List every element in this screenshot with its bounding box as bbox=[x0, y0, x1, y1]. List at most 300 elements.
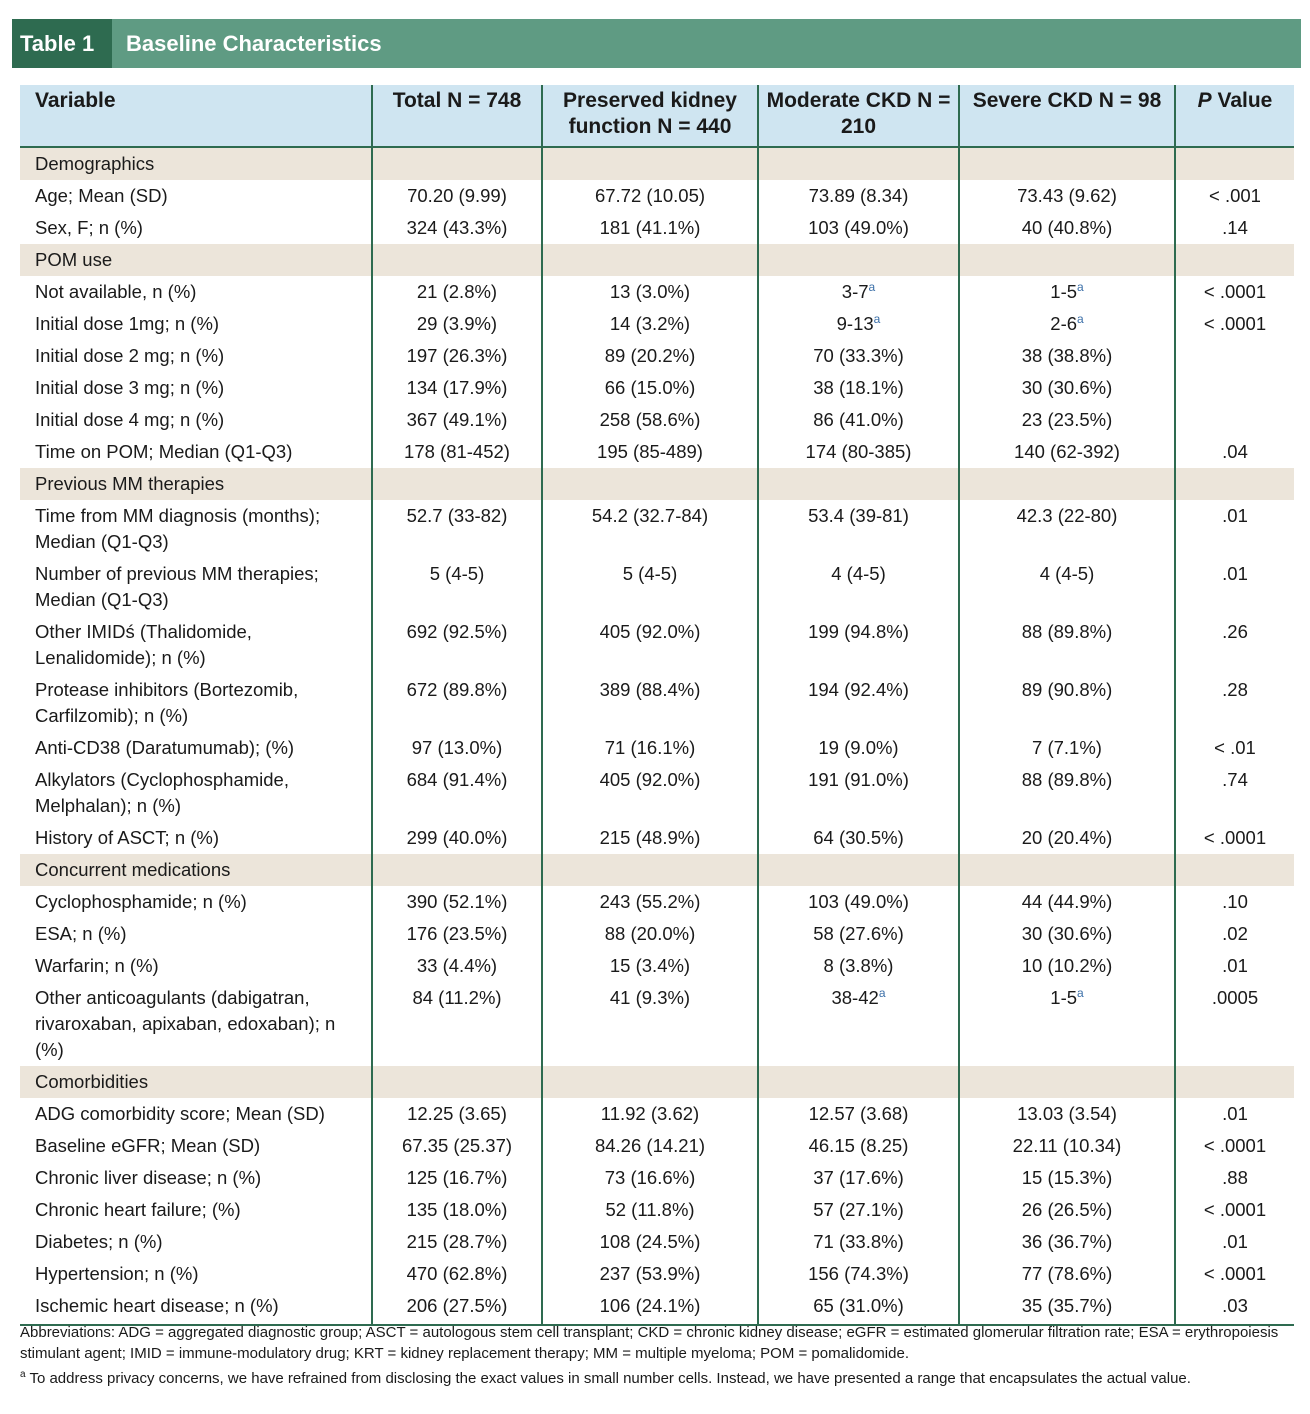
row-label: Ischemic heart disease; n (%) bbox=[35, 1295, 279, 1316]
footnote-marker: a bbox=[868, 279, 876, 294]
section-empty-cell bbox=[1175, 147, 1294, 180]
row-label: ESA; n (%) bbox=[35, 923, 127, 944]
cell-p-value bbox=[1175, 1130, 1294, 1162]
cell-value: < .001 bbox=[1209, 185, 1261, 206]
cell-preserved bbox=[542, 1194, 758, 1226]
cell-value: 191 (91.0%) bbox=[808, 769, 909, 790]
cell-moderate bbox=[758, 822, 959, 854]
cell-p-value bbox=[1175, 276, 1294, 308]
cell-value: 29 (3.9%) bbox=[416, 313, 498, 334]
cell-value: .03 bbox=[1222, 1295, 1248, 1316]
cell-p-value bbox=[1175, 1226, 1294, 1258]
cell-value: 4 (4-5) bbox=[1039, 563, 1095, 584]
cell-severe bbox=[959, 1162, 1175, 1194]
table-row bbox=[20, 1258, 1294, 1290]
cell-value: .01 bbox=[1222, 1231, 1248, 1252]
cell-total bbox=[372, 372, 542, 404]
table-row bbox=[20, 340, 1294, 372]
cell-severe bbox=[959, 500, 1175, 558]
cell-value: 12.25 (3.65) bbox=[407, 1103, 507, 1124]
cell-value: 53.4 (39-81) bbox=[808, 505, 909, 526]
cell-value: 89 (90.8%) bbox=[1021, 679, 1113, 700]
cell-value: 181 (41.1%) bbox=[599, 217, 701, 238]
header-row bbox=[20, 85, 1294, 147]
cell-preserved bbox=[542, 822, 758, 854]
cell-value: 21 (2.8%) bbox=[416, 281, 498, 302]
cell-value: 195 (85-489) bbox=[597, 441, 703, 462]
cell-moderate bbox=[758, 732, 959, 764]
cell-value: 10 (10.2%) bbox=[1021, 955, 1113, 976]
cell-preserved bbox=[542, 308, 758, 340]
cell-p-value bbox=[1175, 918, 1294, 950]
cell-preserved bbox=[542, 616, 758, 674]
cell-value: 41 (9.3%) bbox=[609, 987, 691, 1008]
table-row bbox=[20, 1290, 1294, 1325]
footnote-marker: a bbox=[1077, 985, 1084, 1000]
cell-severe bbox=[959, 950, 1175, 982]
cell-severe bbox=[959, 212, 1175, 244]
cell-value: 22.11 (10.34) bbox=[1012, 1135, 1122, 1156]
cell-value: 77 (78.6%) bbox=[1021, 1263, 1113, 1284]
table-title: Baseline Characteristics bbox=[126, 30, 382, 56]
section-empty-cell bbox=[959, 1066, 1175, 1098]
cell-preserved bbox=[542, 950, 758, 982]
cell-moderate bbox=[758, 1226, 959, 1258]
cell-total bbox=[372, 340, 542, 372]
footnote-marker: a bbox=[20, 1369, 26, 1380]
table-title-bar bbox=[12, 19, 1301, 68]
cell-preserved bbox=[542, 212, 758, 244]
row-label: Chronic heart failure; (%) bbox=[35, 1199, 241, 1220]
section-row bbox=[20, 468, 1294, 500]
cell-value: 84 (11.2%) bbox=[412, 987, 502, 1008]
row-label: Initial dose 1mg; n (%) bbox=[35, 313, 220, 334]
cell-severe bbox=[959, 1226, 1175, 1258]
cell-value: 97 (13.0%) bbox=[411, 737, 503, 758]
cell-value: < .0001 bbox=[1203, 281, 1267, 302]
row-label: Anti-CD38 (Daratumumab); (%) bbox=[35, 737, 295, 758]
section-title: Comorbidities bbox=[20, 1066, 372, 1098]
cell-total bbox=[372, 1226, 542, 1258]
cell-value: 125 (16.7%) bbox=[406, 1167, 508, 1188]
section-empty-cell bbox=[758, 854, 959, 886]
cell-value: 9-13 bbox=[836, 313, 874, 334]
cell-value: 88 (20.0%) bbox=[604, 923, 696, 944]
section-empty-cell bbox=[758, 468, 959, 500]
cell-value: < .0001 bbox=[1203, 827, 1267, 848]
cell-value: 58 (27.6%) bbox=[813, 923, 904, 944]
cell-value: .04 bbox=[1222, 441, 1248, 462]
row-label: Protease inhibitors (Bortezomib, Carfilzomib); n (%) bbox=[35, 679, 299, 726]
cell-value: .01 bbox=[1222, 505, 1248, 526]
cell-value: .01 bbox=[1222, 563, 1248, 584]
cell-value: 30 (30.6%) bbox=[1021, 377, 1113, 398]
cell-severe bbox=[959, 1098, 1175, 1130]
cell-severe bbox=[959, 918, 1175, 950]
table-body bbox=[20, 147, 1294, 1325]
cell-value: 73.43 (9.62) bbox=[1017, 185, 1117, 206]
section-empty-cell bbox=[372, 244, 542, 276]
cell-value: < .0001 bbox=[1203, 1263, 1267, 1284]
cell-value: .0005 bbox=[1211, 987, 1259, 1008]
cell-value: 692 (92.5%) bbox=[406, 621, 508, 642]
cell-moderate bbox=[758, 372, 959, 404]
cell-value: 38-42 bbox=[831, 987, 879, 1008]
cell-total bbox=[372, 436, 542, 468]
cell-value: 33 (4.4%) bbox=[416, 955, 498, 976]
cell-value: 44 (44.9%) bbox=[1021, 891, 1113, 912]
cell-value: 135 (18.0%) bbox=[406, 1199, 508, 1220]
cell-preserved bbox=[542, 1226, 758, 1258]
table-footnotes bbox=[20, 1322, 1300, 1389]
cell-severe bbox=[959, 404, 1175, 436]
cell-value: 70.20 (9.99) bbox=[407, 185, 507, 206]
cell-value: 215 (28.7%) bbox=[406, 1231, 508, 1252]
privacy-note-text: To address privacy concerns, we have refrained from disclosing the exact values in small number cells. Instead, we have presented a range that encapsulates the actual value. bbox=[25, 1370, 1191, 1387]
cell-p-value bbox=[1175, 558, 1294, 616]
cell-total bbox=[372, 212, 542, 244]
cell-moderate bbox=[758, 918, 959, 950]
cell-preserved bbox=[542, 1130, 758, 1162]
cell-total bbox=[372, 982, 542, 1066]
cell-value: .01 bbox=[1222, 1103, 1248, 1124]
table-number-label: Table 1 bbox=[12, 19, 112, 68]
section-title: Concurrent medications bbox=[20, 854, 372, 886]
cell-value: .74 bbox=[1222, 769, 1248, 790]
table-row bbox=[20, 308, 1294, 340]
table-row bbox=[20, 950, 1294, 982]
cell-value: < .0001 bbox=[1203, 1199, 1267, 1220]
cell-total bbox=[372, 500, 542, 558]
cell-value: 52.7 (33-82) bbox=[406, 505, 508, 526]
cell-value: 174 (80-385) bbox=[805, 441, 912, 462]
cell-value: 52 (11.8%) bbox=[605, 1199, 695, 1220]
cell-preserved bbox=[542, 372, 758, 404]
cell-value: 13.03 (3.54) bbox=[1017, 1103, 1117, 1124]
cell-p-value bbox=[1175, 1162, 1294, 1194]
cell-value: 20 (20.4%) bbox=[1021, 827, 1113, 848]
section-empty-cell bbox=[542, 244, 758, 276]
row-label: Chronic liver disease; n (%) bbox=[35, 1167, 262, 1188]
row-label: Time on POM; Median (Q1-Q3) bbox=[35, 441, 293, 462]
section-title: Previous MM therapies bbox=[20, 468, 372, 500]
cell-severe bbox=[959, 732, 1175, 764]
cell-moderate bbox=[758, 1290, 959, 1325]
row-label: Time from MM diagnosis (months); Median (Q1-Q3) bbox=[35, 505, 321, 552]
cell-value: 106 (24.1%) bbox=[599, 1295, 701, 1316]
cell-moderate bbox=[758, 436, 959, 468]
section-empty-cell bbox=[542, 1066, 758, 1098]
section-empty-cell bbox=[542, 468, 758, 500]
cell-total bbox=[372, 308, 542, 340]
cell-value: .14 bbox=[1222, 217, 1248, 238]
cell-moderate bbox=[758, 982, 959, 1066]
cell-moderate bbox=[758, 340, 959, 372]
cell-severe bbox=[959, 180, 1175, 212]
cell-value: 38 (18.1%) bbox=[813, 377, 904, 398]
section-row bbox=[20, 854, 1294, 886]
cell-total bbox=[372, 732, 542, 764]
cell-preserved bbox=[542, 886, 758, 918]
row-label: Baseline eGFR; Mean (SD) bbox=[35, 1135, 261, 1156]
cell-total bbox=[372, 950, 542, 982]
row-label: Initial dose 4 mg; n (%) bbox=[35, 409, 225, 430]
cell-preserved bbox=[542, 1290, 758, 1325]
cell-value: 367 (49.1%) bbox=[406, 409, 508, 430]
section-empty-cell bbox=[1175, 468, 1294, 500]
cell-p-value bbox=[1175, 1290, 1294, 1325]
cell-p-value bbox=[1175, 822, 1294, 854]
cell-total bbox=[372, 1130, 542, 1162]
cell-value: 2-6 bbox=[1050, 313, 1078, 334]
baseline-characteristics-table bbox=[20, 85, 1294, 1326]
cell-total bbox=[372, 1258, 542, 1290]
row-label: Cyclophosphamide; n (%) bbox=[35, 891, 247, 912]
cell-value: 389 (88.4%) bbox=[599, 679, 701, 700]
cell-value: 26 (26.5%) bbox=[1021, 1199, 1113, 1220]
cell-value: 30 (30.6%) bbox=[1021, 923, 1113, 944]
cell-severe bbox=[959, 1290, 1175, 1325]
table-row bbox=[20, 886, 1294, 918]
table-row bbox=[20, 674, 1294, 732]
cell-value: 40 (40.8%) bbox=[1021, 217, 1113, 238]
table-row bbox=[20, 1130, 1294, 1162]
cell-total bbox=[372, 764, 542, 822]
cell-preserved bbox=[542, 500, 758, 558]
table-row bbox=[20, 1098, 1294, 1130]
footnote-marker: a bbox=[1077, 279, 1084, 294]
cell-value: 89 (20.2%) bbox=[604, 345, 696, 366]
cell-value: < .0001 bbox=[1203, 1135, 1267, 1156]
cell-moderate bbox=[758, 886, 959, 918]
cell-value: 140 (62-392) bbox=[1014, 441, 1120, 462]
cell-value: 71 (16.1%) bbox=[604, 737, 696, 758]
section-empty-cell bbox=[372, 468, 542, 500]
cell-p-value bbox=[1175, 212, 1294, 244]
section-empty-cell bbox=[959, 468, 1175, 500]
header-severe: Severe CKD N = 98 bbox=[959, 85, 1175, 147]
section-empty-cell bbox=[1175, 854, 1294, 886]
section-empty-cell bbox=[1175, 244, 1294, 276]
table-row bbox=[20, 822, 1294, 854]
cell-value: 405 (92.0%) bbox=[599, 621, 701, 642]
privacy-note bbox=[20, 1364, 1300, 1389]
cell-preserved bbox=[542, 918, 758, 950]
cell-p-value bbox=[1175, 982, 1294, 1066]
table-row bbox=[20, 982, 1294, 1066]
cell-moderate bbox=[758, 1162, 959, 1194]
cell-value: 134 (17.9%) bbox=[406, 377, 508, 398]
cell-p-value bbox=[1175, 180, 1294, 212]
cell-total bbox=[372, 558, 542, 616]
table-row bbox=[20, 1162, 1294, 1194]
cell-value: .10 bbox=[1222, 891, 1248, 912]
cell-moderate bbox=[758, 1130, 959, 1162]
cell-value: 15 (3.4%) bbox=[609, 955, 691, 976]
cell-value: 71 (33.8%) bbox=[813, 1231, 904, 1252]
section-empty-cell bbox=[959, 147, 1175, 180]
cell-severe bbox=[959, 1130, 1175, 1162]
cell-p-value bbox=[1175, 1258, 1294, 1290]
cell-moderate bbox=[758, 950, 959, 982]
row-label: Initial dose 2 mg; n (%) bbox=[35, 345, 225, 366]
cell-p-value bbox=[1175, 372, 1294, 404]
cell-severe bbox=[959, 340, 1175, 372]
cell-total bbox=[372, 1098, 542, 1130]
cell-value: 13 (3.0%) bbox=[609, 281, 691, 302]
cell-p-value bbox=[1175, 950, 1294, 982]
cell-value: 215 (48.9%) bbox=[599, 827, 701, 848]
cell-p-value bbox=[1175, 764, 1294, 822]
cell-value: 86 (41.0%) bbox=[813, 409, 904, 430]
row-label: Other anticoagulants (dabigatran, rivaroxaban, apixaban, edoxaban); n (%) bbox=[35, 987, 336, 1060]
row-label: Diabetes; n (%) bbox=[35, 1231, 163, 1252]
cell-value: 73 (16.6%) bbox=[604, 1167, 696, 1188]
table-row bbox=[20, 180, 1294, 212]
cell-total bbox=[372, 886, 542, 918]
table-row bbox=[20, 436, 1294, 468]
cell-total bbox=[372, 1290, 542, 1325]
cell-value: 57 (27.1%) bbox=[813, 1199, 904, 1220]
cell-total bbox=[372, 1194, 542, 1226]
section-title: POM use bbox=[20, 244, 372, 276]
cell-value: 324 (43.3%) bbox=[406, 217, 508, 238]
header-preserved: Preserved kidney function N = 440 bbox=[542, 85, 758, 147]
section-empty-cell bbox=[372, 1066, 542, 1098]
table-row bbox=[20, 372, 1294, 404]
cell-severe bbox=[959, 616, 1175, 674]
cell-value: 46.15 (8.25) bbox=[808, 1135, 909, 1156]
section-row bbox=[20, 244, 1294, 276]
cell-value: 64 (30.5%) bbox=[813, 827, 904, 848]
row-label: Age; Mean (SD) bbox=[35, 185, 168, 206]
cell-total bbox=[372, 918, 542, 950]
row-label: History of ASCT; n (%) bbox=[35, 827, 220, 848]
header-variable: Variable bbox=[20, 85, 372, 147]
cell-value: 684 (91.4%) bbox=[406, 769, 508, 790]
cell-value: 197 (26.3%) bbox=[406, 345, 508, 366]
cell-severe bbox=[959, 1194, 1175, 1226]
cell-p-value bbox=[1175, 308, 1294, 340]
cell-p-value bbox=[1175, 1098, 1294, 1130]
cell-value: 23 (23.5%) bbox=[1021, 409, 1113, 430]
cell-p-value bbox=[1175, 732, 1294, 764]
section-empty-cell bbox=[959, 244, 1175, 276]
cell-value: 199 (94.8%) bbox=[808, 621, 909, 642]
cell-preserved bbox=[542, 276, 758, 308]
cell-preserved bbox=[542, 1098, 758, 1130]
cell-value: 1-5 bbox=[1050, 987, 1078, 1008]
cell-preserved bbox=[542, 404, 758, 436]
cell-moderate bbox=[758, 674, 959, 732]
cell-preserved bbox=[542, 180, 758, 212]
table-row bbox=[20, 404, 1294, 436]
cell-severe bbox=[959, 436, 1175, 468]
cell-moderate bbox=[758, 212, 959, 244]
cell-severe bbox=[959, 276, 1175, 308]
row-label: ADG comorbidity score; Mean (SD) bbox=[35, 1103, 325, 1124]
row-label: Number of previous MM therapies; Median (Q1-Q3) bbox=[35, 563, 319, 610]
row-label: Initial dose 3 mg; n (%) bbox=[35, 377, 225, 398]
cell-moderate bbox=[758, 616, 959, 674]
cell-value: 258 (58.6%) bbox=[599, 409, 701, 430]
row-label: Other IMIDś (Thalidomide, Lenalidomide); n (%) bbox=[35, 621, 252, 668]
cell-p-value bbox=[1175, 404, 1294, 436]
cell-value: 54.2 (32.7-84) bbox=[591, 505, 709, 526]
section-empty-cell bbox=[758, 244, 959, 276]
section-title: Demographics bbox=[20, 147, 372, 180]
cell-severe bbox=[959, 1258, 1175, 1290]
cell-value: 299 (40.0%) bbox=[406, 827, 508, 848]
row-label: Sex, F; n (%) bbox=[35, 217, 143, 238]
cell-p-value bbox=[1175, 1194, 1294, 1226]
cell-value: 66 (15.0%) bbox=[604, 377, 696, 398]
table-row bbox=[20, 1194, 1294, 1226]
row-label: Not available, n (%) bbox=[35, 281, 197, 302]
cell-value: 5 (4-5) bbox=[429, 563, 485, 584]
cell-value: 103 (49.0%) bbox=[808, 891, 909, 912]
cell-p-value bbox=[1175, 436, 1294, 468]
p-rest: Value bbox=[1211, 89, 1273, 112]
cell-value: 672 (89.8%) bbox=[406, 679, 508, 700]
cell-severe bbox=[959, 982, 1175, 1066]
cell-value: 37 (17.6%) bbox=[813, 1167, 904, 1188]
section-row bbox=[20, 147, 1294, 180]
cell-value: 65 (31.0%) bbox=[813, 1295, 904, 1316]
header-p-value bbox=[1175, 85, 1294, 147]
cell-moderate bbox=[758, 276, 959, 308]
cell-moderate bbox=[758, 1258, 959, 1290]
cell-value: 11.92 (3.62) bbox=[600, 1103, 700, 1124]
section-empty-cell bbox=[372, 147, 542, 180]
table-row bbox=[20, 732, 1294, 764]
cell-value: 42.3 (22-80) bbox=[1016, 505, 1118, 526]
cell-value: .02 bbox=[1222, 923, 1248, 944]
cell-moderate bbox=[758, 308, 959, 340]
cell-preserved bbox=[542, 982, 758, 1066]
cell-value: 84.26 (14.21) bbox=[594, 1135, 706, 1156]
footnote-marker: a bbox=[873, 311, 881, 326]
cell-p-value bbox=[1175, 674, 1294, 732]
cell-severe bbox=[959, 764, 1175, 822]
cell-value: .01 bbox=[1222, 955, 1248, 976]
cell-value: 67.35 (25.37) bbox=[401, 1135, 513, 1156]
cell-moderate bbox=[758, 558, 959, 616]
cell-value: 3-7 bbox=[841, 281, 869, 302]
cell-total bbox=[372, 822, 542, 854]
table-row bbox=[20, 616, 1294, 674]
cell-preserved bbox=[542, 340, 758, 372]
cell-preserved bbox=[542, 558, 758, 616]
cell-total bbox=[372, 674, 542, 732]
cell-value: 206 (27.5%) bbox=[406, 1295, 508, 1316]
cell-value: 178 (81-452) bbox=[404, 441, 510, 462]
section-empty-cell bbox=[758, 147, 959, 180]
footnote-marker: a bbox=[878, 985, 886, 1000]
cell-value: 103 (49.0%) bbox=[808, 217, 909, 238]
table-row bbox=[20, 558, 1294, 616]
cell-p-value bbox=[1175, 500, 1294, 558]
cell-value: 38 (38.8%) bbox=[1021, 345, 1113, 366]
cell-value: 7 (7.1%) bbox=[1032, 737, 1102, 758]
cell-severe bbox=[959, 558, 1175, 616]
cell-moderate bbox=[758, 1098, 959, 1130]
cell-value: .26 bbox=[1222, 621, 1248, 642]
footnote-marker: a bbox=[1077, 311, 1084, 326]
section-empty-cell bbox=[542, 854, 758, 886]
cell-moderate bbox=[758, 180, 959, 212]
cell-preserved bbox=[542, 674, 758, 732]
